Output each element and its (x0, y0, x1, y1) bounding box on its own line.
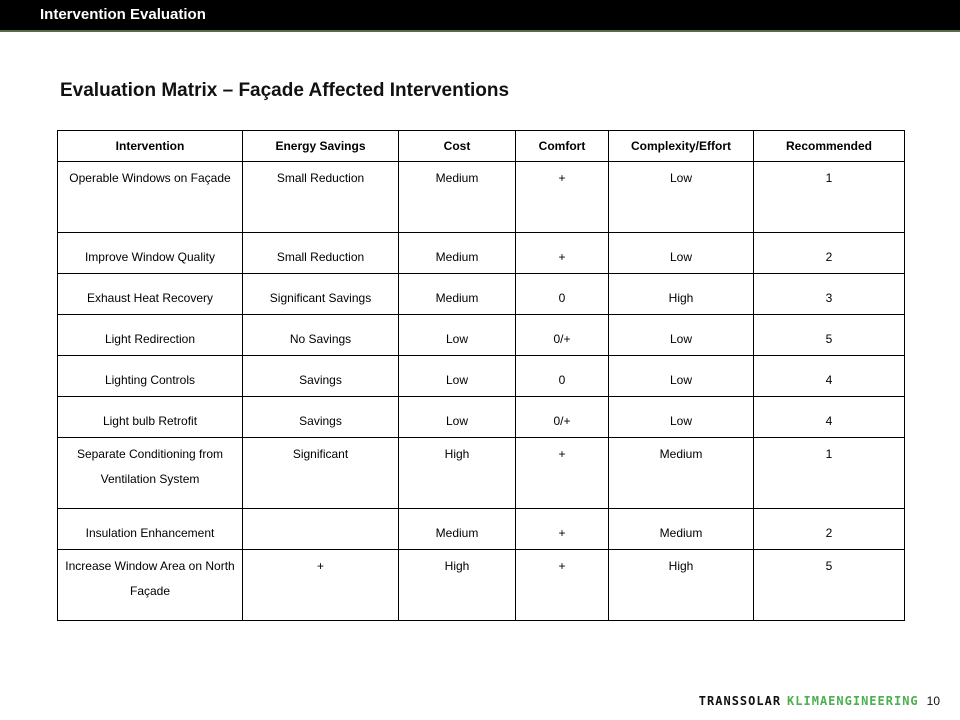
table-row (58, 315, 905, 356)
cell-cost: Low (399, 397, 516, 438)
cell-intervention: Operable Windows on Façade (58, 162, 243, 233)
cell-complexity: High (609, 274, 754, 315)
cell-complexity: High (609, 550, 754, 621)
cell-complexity: Low (609, 162, 754, 233)
cell-comfort: + (516, 550, 609, 621)
cell-intervention: Exhaust Heat Recovery (58, 274, 243, 315)
page-title: Evaluation Matrix – Façade Affected Interventions (60, 80, 510, 101)
cell-intervention: Separate Conditioning from Ventilation System (58, 438, 243, 509)
footer-brand: TRANSSOLAR (698, 694, 782, 708)
cell-recommended: 1 (754, 162, 905, 233)
cell-recommended: 1 (754, 438, 905, 509)
cell-energy-savings: Significant (243, 438, 399, 509)
cell-complexity: Medium (609, 509, 754, 550)
cell-cost: Low (399, 315, 516, 356)
column-header-cost: Cost (399, 131, 516, 162)
cell-comfort: + (516, 438, 609, 509)
table-row (58, 550, 905, 621)
table-row (58, 162, 905, 233)
cell-comfort: 0/+ (516, 315, 609, 356)
cell-cost: Medium (399, 233, 516, 274)
cell-recommended: 4 (754, 356, 905, 397)
cell-comfort: + (516, 509, 609, 550)
column-header-energy-savings: Energy Savings (243, 131, 399, 162)
cell-energy-savings: + (243, 550, 399, 621)
cell-cost: Medium (399, 509, 516, 550)
cell-recommended: 5 (754, 315, 905, 356)
cell-cost: High (399, 438, 516, 509)
table-row (58, 438, 905, 509)
cell-energy-savings: Savings (243, 397, 399, 438)
cell-recommended: 2 (754, 509, 905, 550)
header-title: Intervention Evaluation (40, 6, 206, 23)
cell-intervention: Light Redirection (58, 315, 243, 356)
cell-complexity: Medium (609, 438, 754, 509)
column-header-comfort: Comfort (516, 131, 609, 162)
cell-recommended: 2 (754, 233, 905, 274)
footer-subbrand: KLIMAENGINEERING (787, 694, 919, 708)
cell-comfort: + (516, 233, 609, 274)
cell-intervention: Light bulb Retrofit (58, 397, 243, 438)
cell-cost: Medium (399, 274, 516, 315)
cell-energy-savings: Significant Savings (243, 274, 399, 315)
cell-complexity: Low (609, 397, 754, 438)
page-number: 10 (926, 694, 940, 708)
cell-intervention: Lighting Controls (58, 356, 243, 397)
cell-comfort: 0 (516, 356, 609, 397)
cell-energy-savings: Savings (243, 356, 399, 397)
table-header-row (58, 131, 905, 162)
cell-intervention: Increase Window Area on North Façade (58, 550, 243, 621)
table-row (58, 356, 905, 397)
cell-comfort: + (516, 162, 609, 233)
cell-intervention: Improve Window Quality (58, 233, 243, 274)
evaluation-matrix-table (57, 130, 905, 621)
cell-complexity: Low (609, 233, 754, 274)
cell-energy-savings: No Savings (243, 315, 399, 356)
cell-complexity: Low (609, 315, 754, 356)
cell-intervention: Insulation Enhancement (58, 509, 243, 550)
table-row (58, 274, 905, 315)
cell-complexity: Low (609, 356, 754, 397)
cell-energy-savings (243, 509, 399, 550)
table-row (58, 397, 905, 438)
header-bar (0, 0, 960, 32)
cell-comfort: 0/+ (516, 397, 609, 438)
cell-energy-savings: Small Reduction (243, 162, 399, 233)
cell-cost: Medium (399, 162, 516, 233)
cell-recommended: 4 (754, 397, 905, 438)
cell-recommended: 3 (754, 274, 905, 315)
column-header-intervention: Intervention (58, 131, 243, 162)
cell-recommended: 5 (754, 550, 905, 621)
cell-cost: Low (399, 356, 516, 397)
table-row (58, 509, 905, 550)
cell-cost: High (399, 550, 516, 621)
cell-comfort: 0 (516, 274, 609, 315)
column-header-complexity-effort: Complexity/Effort (609, 131, 754, 162)
column-header-recommended: Recommended (754, 131, 905, 162)
cell-energy-savings: Small Reduction (243, 233, 399, 274)
table-row (58, 233, 905, 274)
footer (699, 694, 940, 708)
